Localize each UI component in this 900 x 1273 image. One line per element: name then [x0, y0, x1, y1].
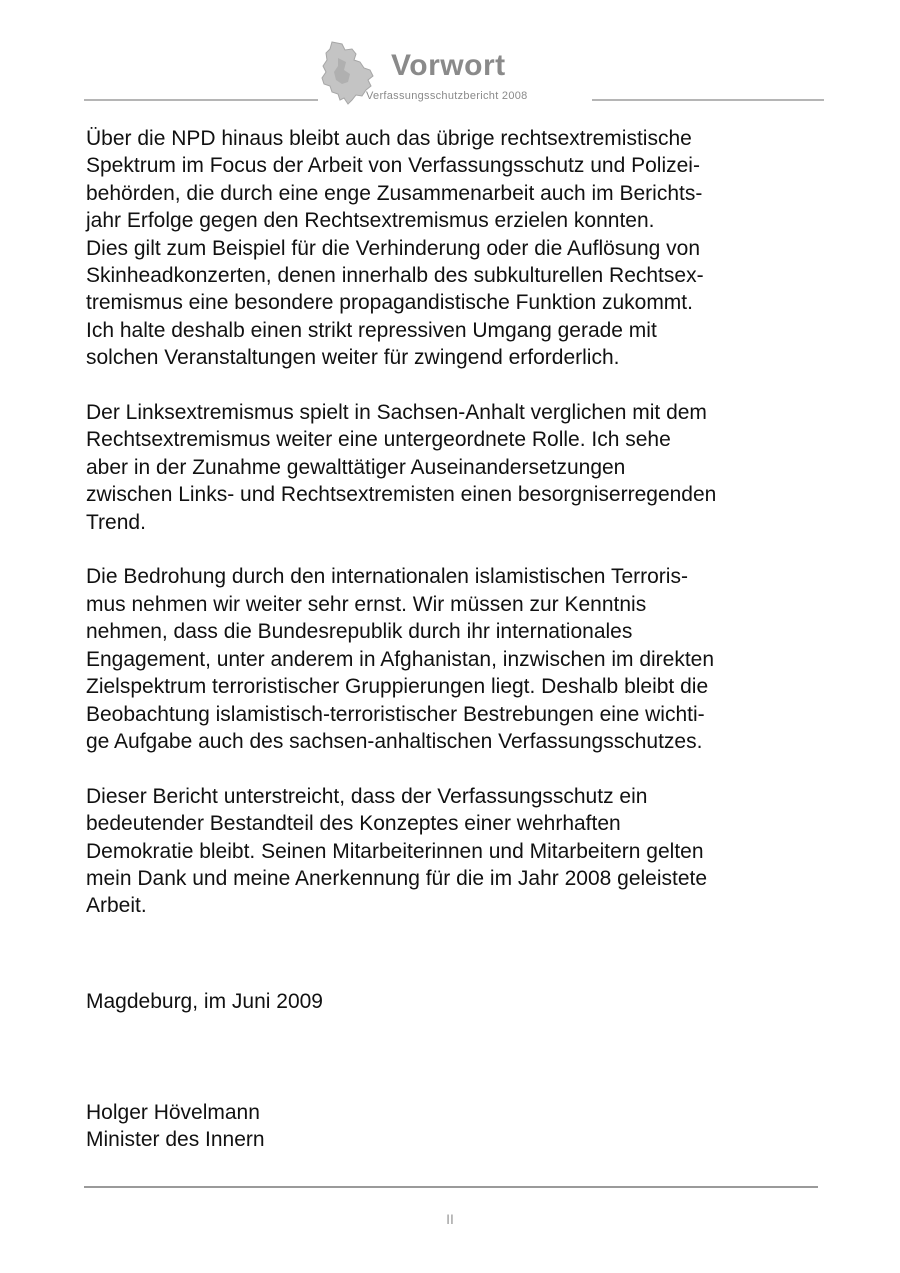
text-line: aber in der Zunahme gewalttätiger Auseinandersetzungen [86, 455, 626, 479]
header-rule-left [84, 99, 318, 101]
text-line: Die Bedrohung durch den internationalen islamistischen Terroris- [86, 565, 688, 589]
paragraph-spacer [86, 372, 814, 399]
text-line: Über die NPD hinaus bleibt auch das übrige rechtsextremistische [86, 127, 692, 150]
text-line: Rechtsextremismus weiter eine untergeordnete Rolle. Ich sehe [86, 428, 671, 452]
text-line: Zielspektrum terroristischer Gruppierungen liegt. Deshalb bleibt die [86, 675, 709, 699]
text-line: Beobachtung islamistisch-terroristischer Bestrebungen eine wichti- [86, 702, 705, 726]
text-line: Der Linksextremismus spielt in Sachsen-Anhalt verglichen mit dem [86, 401, 707, 425]
text-line: nehmen, dass die Bundesrepublik durch ihr internationales [86, 620, 633, 644]
signatory-title: Minister des Innern [86, 1128, 265, 1151]
text-line: jahr Erfolge gegen den Rechtsextremismus erzielen konnten. [86, 209, 655, 233]
paragraph-spacer [86, 755, 814, 782]
text-line: Skinheadkonzerten, denen innerhalb des subkulturellen Rechtsex- [86, 264, 704, 288]
paragraph-bericht [86, 783, 814, 920]
place-date: Magdeburg, im Juni 2009 [86, 990, 323, 1013]
header-subtitle: Verfassungsschutzbericht 2008 [366, 90, 528, 102]
text-line: Trend. [86, 510, 146, 534]
body-text [86, 125, 814, 920]
text-line: Dies gilt zum Beispiel für die Verhinderung oder die Auflösung von [86, 236, 701, 260]
text-line: Ich halte deshalb einen strikt repressiven Umgang gerade mit [86, 318, 657, 342]
footer-rule [84, 1186, 818, 1188]
page-number: II [446, 1211, 454, 1227]
page-header [0, 0, 900, 110]
text-line: Engagement, unter anderem in Afghanistan, inzwischen im direkten [86, 647, 715, 671]
text-line: mein Dank und meine Anerkennung für die im Jahr 2008 geleistete [86, 866, 708, 890]
text-line: Dieser Bericht unterstreicht, dass der Verfassungsschutz ein [86, 784, 648, 808]
paragraph-spacer [86, 536, 814, 563]
text-line: Demokratie bleibt. Seinen Mitarbeiterinnen und Mitarbeitern gelten [86, 839, 704, 863]
text-line: tremismus eine besondere propagandistische Funktion zukommt. [86, 291, 693, 315]
text-line: zwischen Links- und Rechtsextremisten einen besorgniserregenden [86, 483, 717, 507]
header-rule-right [592, 99, 824, 101]
paragraph-npd [86, 125, 814, 372]
text-line: bedeutender Bestandteil des Konzeptes einer wehrhaften [86, 812, 621, 836]
text-line: Spektrum im Focus der Arbeit von Verfassungsschutz und Polizei- [86, 154, 700, 178]
signatory-name: Holger Hövelmann [86, 1101, 260, 1124]
text-line: ge Aufgabe auch des sachsen-anhaltischen Verfassungsschutzes. [86, 729, 703, 753]
paragraph-terrorismus [86, 563, 814, 755]
text-line: behörden, die durch eine enge Zusammenarbeit auch im Berichts- [86, 181, 703, 205]
text-line: mus nehmen wir weiter sehr ernst. Wir müssen zur Kenntnis [86, 592, 647, 616]
text-line: Arbeit. [86, 894, 147, 918]
paragraph-linksextremismus [86, 399, 814, 536]
header-title: Vorwort [391, 49, 506, 82]
text-line: solchen Veranstaltungen weiter für zwingend erforderlich. [86, 346, 620, 370]
